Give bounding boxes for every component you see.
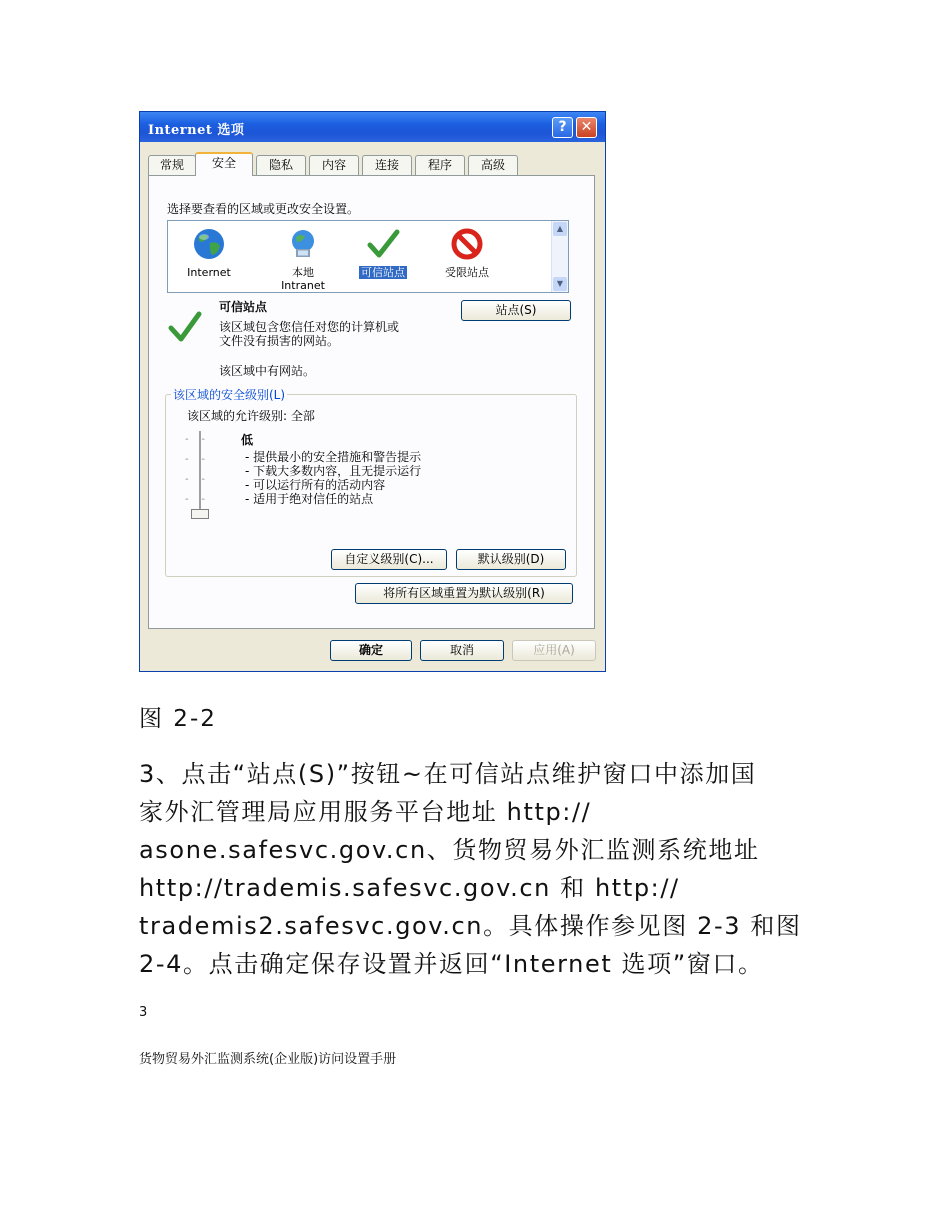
help-button[interactable]: ? [552,117,573,138]
zone-trusted-sites[interactable] [348,227,418,279]
zone-list-scrollbar[interactable] [551,221,568,292]
reset-all-zones-button[interactable]: 将所有区域重置为默认级别(R) [355,583,573,604]
custom-level-button[interactable]: 自定义级别(C)... [331,549,447,570]
level-description [245,450,421,506]
paragraph-line: trademis2.safesvc.gov.cn。具体操作参见图 2-3 和图 [139,912,802,940]
tab-privacy[interactable]: 隐私 [256,155,306,175]
zone-label: 本地 Intranet [281,266,325,292]
paragraph-line: http://trademis.safesvc.gov.cn 和 http:// [139,874,680,902]
zone-label: Internet [187,266,231,279]
zone-description-line: 文件没有损害的网站。 [219,334,340,348]
no-entry-icon [450,227,484,261]
security-tab-panel [148,175,595,629]
tab-general[interactable]: 常规 [148,155,196,175]
apply-button: 应用(A) [512,640,596,661]
zone-local-intranet[interactable] [268,227,338,292]
slider-tick: - - [185,434,205,445]
zone-internet[interactable] [174,227,244,279]
security-slider-thumb[interactable] [191,509,209,519]
zone-description-line: 该区域包含您信任对您的计算机或 [219,320,400,334]
slider-tick: - - [185,454,205,465]
zone-has-sites: 该区域中有网站。 [219,364,316,378]
intranet-icon [286,227,320,261]
zone-title: 可信站点 [219,300,268,314]
level-bullet: - 提供最小的安全措施和警告提示 [245,450,422,464]
dialog-title: Internet 选项 [148,123,245,138]
allowed-levels: 该区域的允许级别: 全部 [187,409,315,423]
zone-restricted-sites[interactable] [432,227,502,279]
checkmark-icon [366,227,400,261]
level-bullet: - 下载大多数内容，且无提示运行 [245,464,422,478]
tab-programs[interactable]: 程序 [415,155,465,175]
zone-description [219,320,399,348]
scroll-up-icon[interactable]: ▲ [553,222,567,236]
slider-tick: - - [185,494,205,505]
zone-label: 受限站点 [445,266,489,279]
sites-button[interactable]: 站点(S) [461,300,571,321]
trusted-checkmark-icon [167,308,203,344]
level-name: 低 [241,433,254,447]
paragraph-line: 家外汇管理局应用服务平台地址 http:// [139,798,592,826]
paragraph-line: 2-4。点击确定保存设置并返回“Internet 选项”窗口。 [139,950,764,978]
scroll-down-icon[interactable]: ▼ [553,277,567,291]
level-bullet: - 适用于绝对信任的站点 [245,492,374,506]
zone-prompt: 选择要查看的区域或更改安全设置。 [167,202,360,216]
ok-button[interactable]: 确定 [330,640,412,661]
slider-tick: - - [185,474,205,485]
figure-caption: 图 2-2 [139,706,217,732]
tab-security[interactable]: 安全 [195,152,253,176]
level-bullet: - 可以运行所有的活动内容 [245,478,386,492]
tab-advanced[interactable]: 高级 [468,155,518,175]
page-number: 3 [139,1005,148,1020]
page-footer: 货物贸易外汇监测系统(企业版)访问设置手册 [139,1052,397,1067]
security-level-legend: 该区域的安全级别(L) [173,388,286,402]
globe-icon [192,227,226,261]
instruction-paragraph [139,755,819,983]
dialog-titlebar[interactable] [140,112,605,142]
tab-content[interactable]: 内容 [309,155,359,175]
zone-list [167,220,569,293]
internet-options-dialog [139,111,606,672]
zone-label: 可信站点 [361,266,405,279]
close-button[interactable]: ✕ [576,117,597,138]
tab-connections[interactable]: 连接 [362,155,412,175]
paragraph-line: 3、点击“站点(S)”按钮~在可信站点维护窗口中添加国 [139,760,757,788]
cancel-button[interactable]: 取消 [420,640,504,661]
paragraph-line: asone.safesvc.gov.cn、货物贸易外汇监测系统地址 [139,836,760,864]
default-level-button[interactable]: 默认级别(D) [456,549,566,570]
